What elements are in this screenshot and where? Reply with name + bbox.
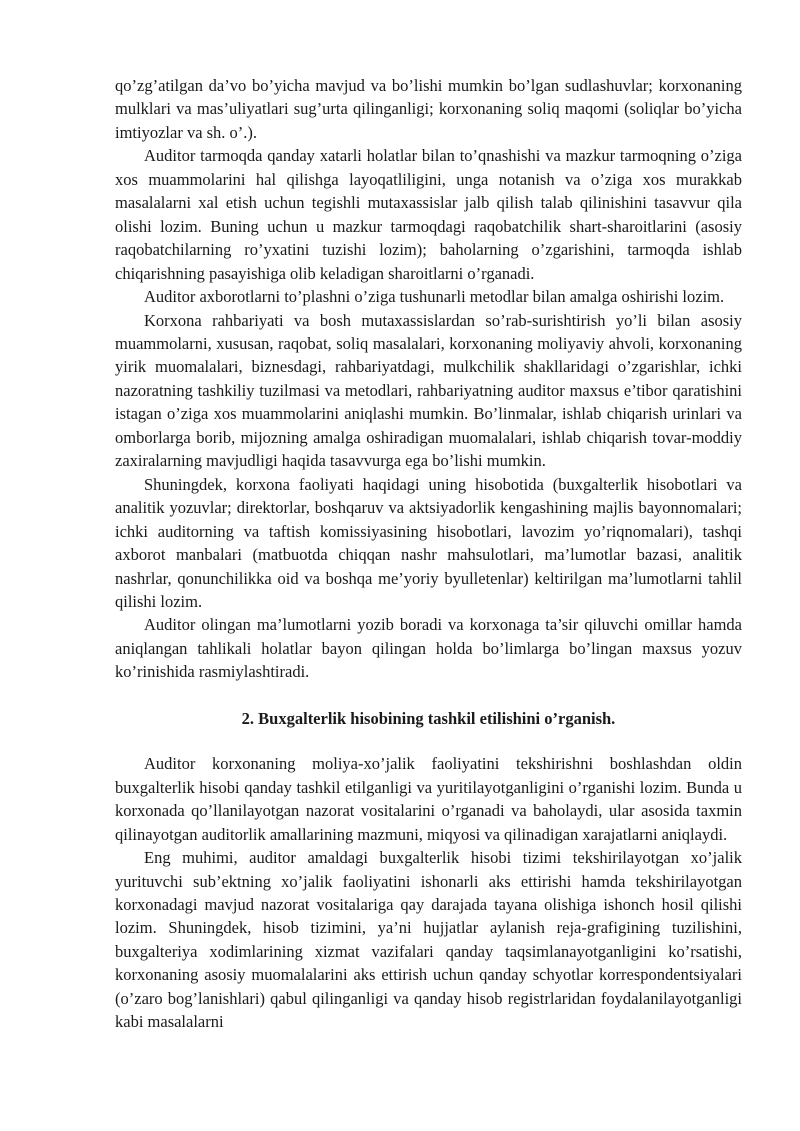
paragraph-management-inquiry: Korxona rahbariyati va bosh mutaxassislardan so’rab-surishtirish yo’li bilan asosiy muammolarni, xususan, raqobat, soliq masalalari, korxonaning moliyaviy ahvoli, korxonaning yirik muomalalari, biznesdagi, rahbariyatdagi, mulkchilik shakllaridagi o’zgarishlar, ichki nazoratning tashkiliy tuzilmasi va metodlari, rahbariyatning auditor maxsus e’tibor qaratishini istagan o’ziga xos muammolarini aniqlashi mumkin. Bo’linmalar, ishlab chiqarish urinlari va omborlarga borib, mijozning amalga oshiradigan muomalalari, ishlab chiqarish tovar-moddiy zaxiralarning mavjudligi haqida tasavvurga ega bo’lishi mumkin. — [115, 310, 742, 471]
paragraph-information-methods: Auditor axborotlarni to’plashni o’ziga tushunarli metodlar bilan amalga oshirishi lozim. — [144, 287, 725, 307]
document-page — [115, 74, 742, 1034]
paragraph-accounting-system: Eng muhimi, auditor amaldagi buxgalterlik hisobi tizimi tekshirilayotgan xo’jalik yurituvchi sub’ektning xo’jalik faoliyatini ishonarli aks ettirishi hamda tekshirilayotgan korxonadagi mavjud nazorat vositalariga qay darajada tayana olishiga ishonch hosil qilishi lozim. Shuningdek, hisob tizimini, ya’ni hujjatlar aylanish reja-grafigining tuzilishini, buxgalteriya xodimlarining xizmat vazifalari qanday taqsimlanayotganligini ko’rsatishi, korxonaning asosiy muomalalarini aks ettirish uchun qanday schyotlar korrespondentsiyalari (o’zaro bog’lanishlari) qabul qilinganligi va qanday hisob registrlaridan foydalanilayotganligi kabi masalalarni — [115, 848, 742, 1032]
paragraph-accounting-study: Auditor korxonaning moliya-xo’jalik faoliyatini tekshirishni boshlashdan oldin buxgalterlik hisobi qanday tashkil etilganligi va yuritilayotganligini o’rganishi lozim. Bunda u korxonada qo’llanilayotgan nazorat vositalarini o’rganadi va baholaydi, ular asosida taxmin qilinayotgan auditorlik amallarining mazmuni, miqyosi va qilinadigan xarajatlarni aniqlaydi. — [115, 754, 742, 844]
paragraph-documentation: Auditor olingan ma’lumotlarni yozib boradi va korxonaga ta’sir qiluvchi omillar hamda aniqlangan tahlikali holatlar bayon qilingan holda bo’limlarga bo’lingan maxsus yozuv ko’rinishida rasmiylashtiradi. — [115, 615, 742, 682]
paragraph-risk-situations: Auditor tarmoqda qanday xatarli holatlar bilan to’qnashishi va mazkur tarmoqning o’ziga xos muammolarini hal qilishga layoqatliligini, unga notanish va o’ziga xos murakkab masalalarni xal etish uchun tegishli mutaxassislar jalb qilish talab qilinishini tasavvur qila olishi lozim. Buning uchun u mazkur tarmoqdagi raqobatchilik shart-sharoitlarini (asosiy raqobatchilarning ro’yxatini tuzishi lozim); baholarning o’zgarishini, tarmoqda ishlab chiqarishning pasayishiga olib keladigan sharoitlarni o’rganadi. — [115, 146, 742, 283]
section-heading: 2. Buxgalterlik hisobining tashkil etilishini o’rganish. — [241, 708, 616, 728]
paragraph-continuation: qo’zg’atilgan da’vo bo’yicha mavjud va bo’lishi mumkin bo’lgan sudlashuvlar; korxonaning mulklari va mas’uliyatlari sug’urta qilinganligi; korxonaning soliq maqomi (soliqlar bo’yicha imtiyozlar va sh. o’.). — [115, 76, 742, 142]
paragraph-report-analysis: Shuningdek, korxona faoliyati haqidagi uning hisobotida (buxgalterlik hisobotlari va analitik yozuvlar; direktorlar, boshqaruv va aktsiyadorlik kengashining majlis bayonnomalari; ichki auditorning va taftish komissiyasining hisobotlari, lavozim yo’riqnomalari), tashqi axborot manbalari (matbuotda chiqqan nashr mahsulotlari, ma’lumotlar bazasi, analitik nashrlar, qonunchilikka oid va boshqa me’yoriy byulletenlar) keltirilgan ma’lumotlarni tahlil qilishi lozim. — [115, 474, 742, 611]
